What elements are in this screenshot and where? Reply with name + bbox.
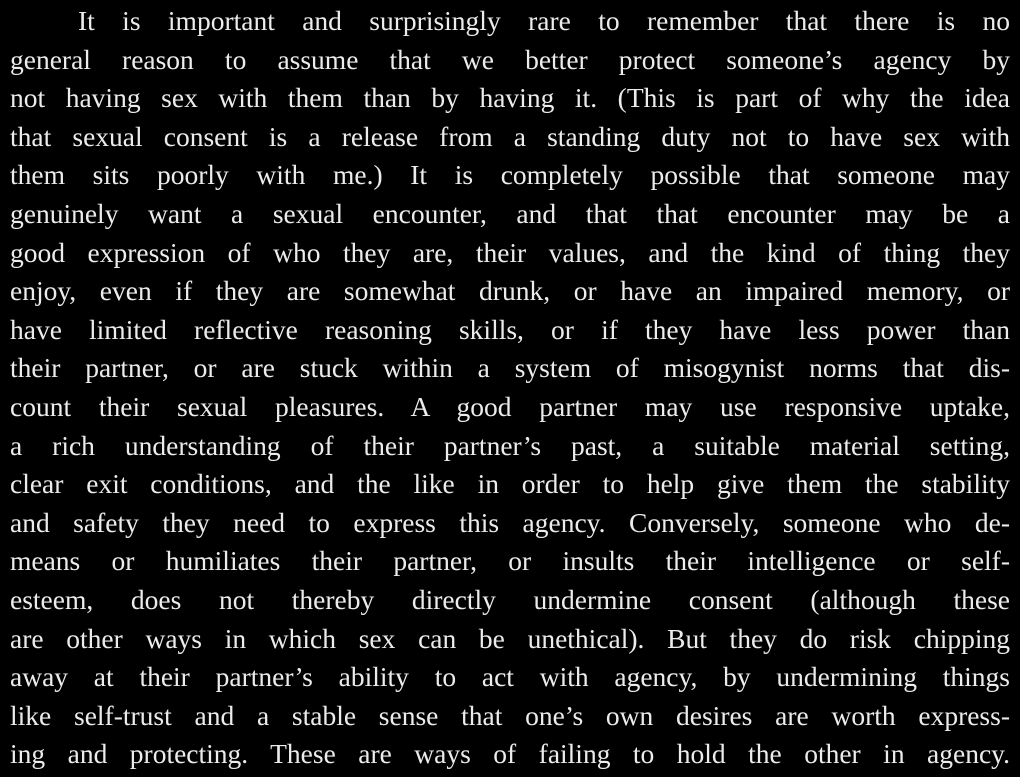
paragraph-line-9: have limited reflective reasoning skills, or if they have less power than [10,313,1010,345]
paragraph-line-7: good expression of who they are, their values, and the kind of thing they [10,236,1010,268]
paragraph-line-2: general reason to assume that we better protect someone’s agency by [10,43,1010,75]
paragraph-line-20: ing and protecting. These are ways of failing to hold the other in agency. [10,738,1010,770]
paragraph-line-18: away at their partner’s ability to act with agency, by undermining things [10,661,1010,693]
paragraph-line-15: means or humiliates their partner, or insults their intelligence or self- [10,545,1010,577]
paragraph-line-14: and safety they need to express this agency. Conversely, someone who de- [10,506,1010,538]
paragraph-line-12: a rich understanding of their partner’s past, a suitable material setting, [10,429,1010,461]
paragraph-line-17: are other ways in which sex can be unethical). But they do risk chipping [10,622,1010,654]
paragraph-line-1: It is important and surprisingly rare to remember that there is no [78,5,1010,36]
paragraph-line-5: them sits poorly with me.) It is completely possible that someone may [10,159,1010,191]
paragraph-line-8: enjoy, even if they are somewhat drunk, or have an impaired memory, or [10,275,1010,307]
paragraph-line-11: count their sexual pleasures. A good partner may use responsive uptake, [10,391,1010,422]
paragraph-line-10: their partner, or are stuck within a system of misogynist norms that dis- [10,352,1010,384]
paragraph-line-6: genuinely want a sexual encounter, and that that encounter may be a [10,198,1010,229]
paragraph-line-3: not having sex with them than by having it. (This is part of why the idea [10,82,1010,114]
paragraph-line-4: that sexual consent is a release from a standing duty not to have sex with [10,120,1010,152]
paragraph-line-13: clear exit conditions, and the like in order to help give them the stability [10,468,1010,500]
paragraph-line-19: like self-trust and a stable sense that one’s own desires are worth express- [10,699,1010,731]
paragraph-line-16: esteem, does not thereby directly undermine consent (although these [10,584,1010,615]
